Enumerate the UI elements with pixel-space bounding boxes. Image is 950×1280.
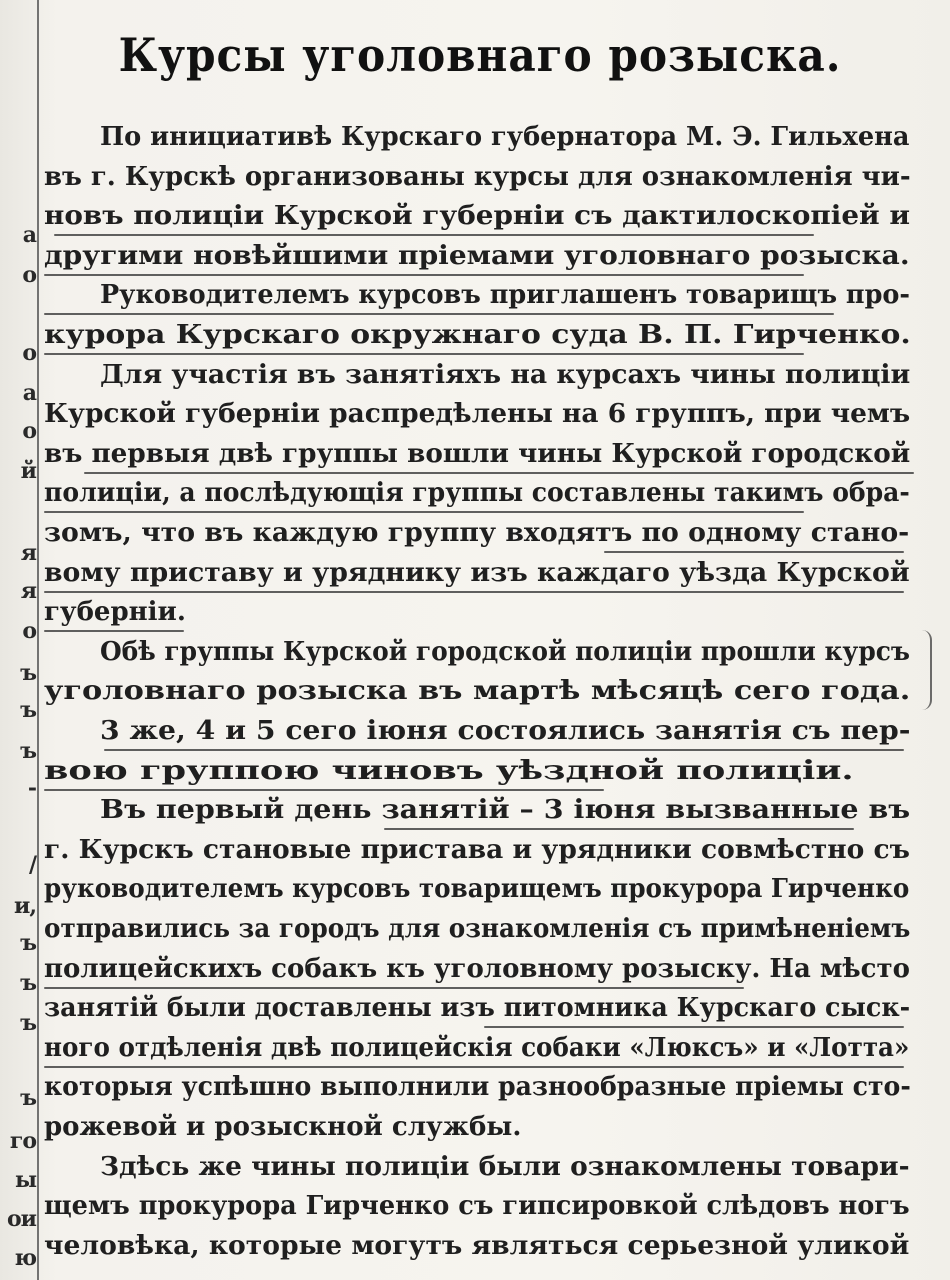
text-line: г. Курскъ становые пристава и урядники совмѣстно съ	[44, 834, 910, 865]
text-line: новъ полиціи Курской губерніи съ дактилоскопіей и	[44, 201, 911, 232]
text-line: 3 же, 4 и 5 сего іюня состоялись занятія съ пер-	[100, 716, 911, 746]
pencil-underline	[44, 789, 604, 791]
text-line: въ г. Курскѣ организованы курсы для ознакомленія чи-	[44, 161, 911, 192]
article-title: Курсы уголовнаго розыска.	[118, 28, 842, 82]
text-line: въ первыя двѣ группы вошли чины Курской городской	[44, 438, 911, 469]
margin-fragment: ъ	[20, 660, 36, 686]
margin-fragment: ъ	[20, 1010, 36, 1036]
pencil-underline	[44, 313, 834, 315]
text-line: губерніи.	[44, 597, 186, 628]
margin-fragment: о	[22, 262, 36, 288]
text-line: ного отдѣленія двѣ полицейскія собаки «Люксъ» и «Лотта»	[44, 1032, 910, 1063]
margin-fragment: я	[20, 540, 36, 566]
text-line: полицейскихъ собакъ къ уголовному розыску. На мѣсто	[44, 953, 910, 984]
pencil-underline	[384, 828, 854, 830]
margin-fragment: ъ	[20, 738, 36, 764]
pencil-underline	[104, 749, 904, 751]
margin-fragment: го	[9, 1128, 36, 1154]
margin-fragment: ъ	[20, 697, 36, 723]
margin-fragment: а	[22, 380, 36, 406]
margin-fragment: о	[22, 618, 36, 644]
text-line: курора Курскаго окружнаго суда В. П. Гирченко.	[44, 320, 911, 350]
margin-fragment: я	[20, 578, 36, 604]
text-line: Курской губерніи распредѣлены на 6 группъ, при чемъ	[44, 399, 911, 430]
text-line: которыя успѣшно выполнили разнообразные пріемы сто-	[44, 1072, 911, 1103]
text-line: рожевой и розыскной службы.	[44, 1112, 522, 1142]
text-line: руководителемъ курсовъ товарищемъ прокурора Гирченко	[44, 874, 910, 905]
text-line: щемъ прокурора Гирченко съ гипсировкой слѣдовъ ногъ	[44, 1191, 910, 1222]
text-line: Руководителемъ курсовъ приглашенъ товарищъ про-	[100, 280, 911, 311]
text-line: Въ первый день занятій – 3 іюня вызванные въ	[100, 795, 911, 826]
text-line: полиціи, а послѣдующія группы составлены такимъ обра-	[44, 478, 910, 509]
margin-fragment: ои	[7, 1206, 36, 1232]
pencil-underline	[84, 472, 914, 474]
margin-fragment: а	[22, 222, 36, 248]
pencil-underline	[44, 987, 744, 989]
pencil-underline	[44, 1066, 904, 1068]
text-line: вою группою чиновъ уѣздной полиціи.	[44, 755, 854, 786]
margin-fragment: ъ	[20, 1085, 36, 1111]
text-line: вому приставу и уряднику изъ каждаго уѣзда Курской	[44, 557, 910, 588]
text-line: Обѣ группы Курской городской полиціи прошли курсъ	[100, 636, 910, 667]
text-line: занятій были доставлены изъ питомника Курскаго сыск-	[44, 993, 911, 1024]
margin-fragment: ъ	[20, 930, 36, 956]
margin-fragment: о	[22, 340, 36, 366]
text-line: зомъ, что въ каждую группу входятъ по одному стано-	[44, 518, 910, 548]
margin-fragment: й	[20, 458, 36, 484]
pencil-underline	[44, 591, 904, 593]
margin-fragment: ы	[14, 1167, 36, 1193]
margin-fragment: о	[22, 418, 36, 444]
margin-fragment: ю	[14, 1245, 36, 1271]
margin-bracket-mark	[918, 630, 932, 710]
text-line: другими новѣйшими пріемами уголовнаго розыска.	[44, 240, 910, 271]
pencil-underline	[44, 353, 804, 355]
text-line: уголовнаго розыска въ мартѣ мѣсяцѣ сего года.	[44, 676, 911, 707]
margin-fragment: /	[28, 852, 36, 878]
text-line: По инициативѣ Курскаго губернатора М. Э. Гильхена	[100, 122, 910, 152]
pencil-underline	[604, 551, 904, 553]
pencil-underline	[44, 511, 804, 513]
text-line: Здѣсь же чины полиціи были ознакомлены товари-	[100, 1151, 910, 1182]
pencil-underline	[54, 234, 814, 236]
margin-fragment: ъ	[20, 970, 36, 996]
margin-fragment: и,	[14, 893, 36, 919]
text-line: отправились за городъ для ознакомленія съ примѣненіемъ	[44, 914, 911, 944]
margin-fragment: -	[27, 775, 36, 801]
pencil-underline	[44, 630, 184, 632]
column-rule	[37, 0, 39, 1280]
pencil-underline	[484, 1026, 904, 1028]
pencil-underline	[44, 274, 804, 276]
text-line: человѣка, которые могутъ являться серьезной уликой	[44, 1230, 910, 1261]
text-line: Для участія въ занятіяхъ на курсахъ чины полиціи	[100, 359, 911, 390]
left-column-fragments	[0, 0, 34, 1280]
